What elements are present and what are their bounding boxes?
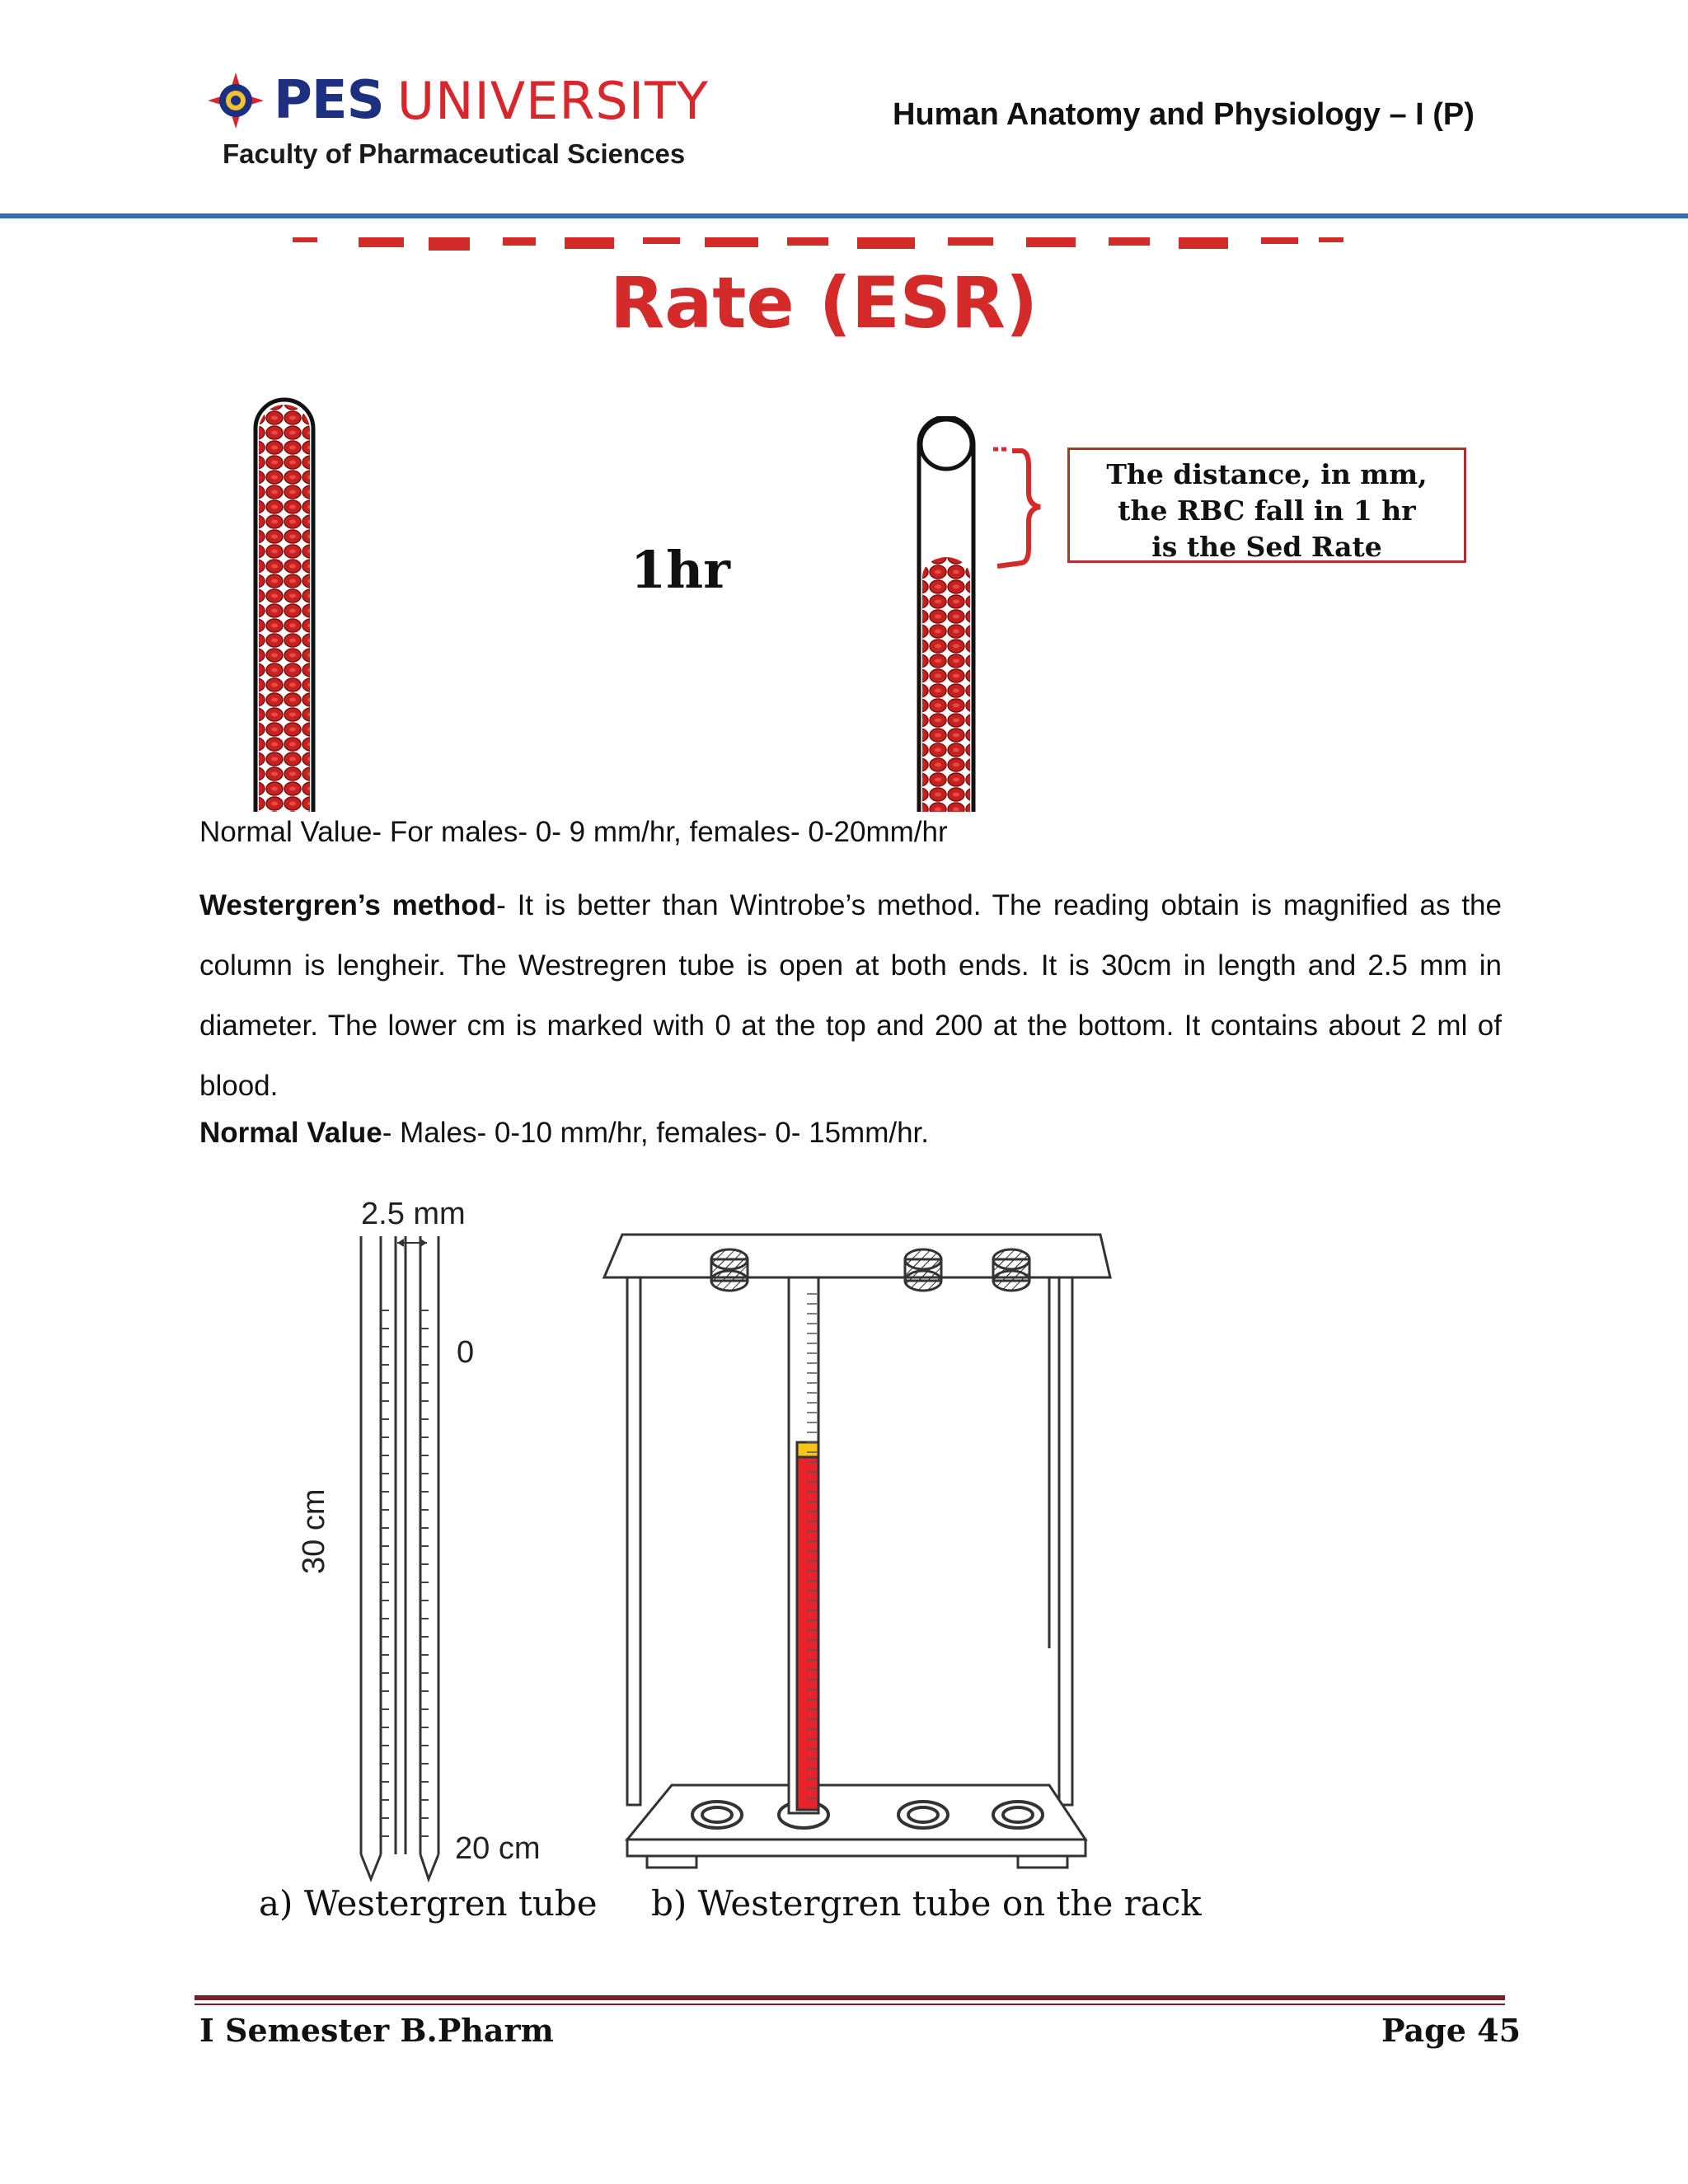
callout-line-3: is the Sed Rate <box>1151 531 1382 563</box>
page-number: Page 45 <box>1381 2012 1522 2049</box>
bracket-icon <box>989 441 1071 581</box>
sed-rate-callout <box>1067 448 1466 563</box>
callout-line-2: the RBC fall in 1 hr <box>1118 494 1416 527</box>
pes-emblem-icon <box>206 71 265 130</box>
westergren-tube-icon <box>346 1236 453 1887</box>
diameter-arrow-icon <box>396 1235 429 1251</box>
tube-before-icon <box>247 396 321 812</box>
tube-after-icon <box>911 416 985 812</box>
footer-divider <box>195 1995 1505 2000</box>
course-title: Human Anatomy and Physiology – I (P) <box>893 97 1475 132</box>
figure-title: Rate (ESR) <box>610 262 1039 344</box>
diameter-label: 2.5 mm <box>361 1197 466 1231</box>
logo-pes-text: PES <box>274 70 384 131</box>
normal-value-wintrobe: Normal Value- For males- 0- 9 mm/hr, females- 0-20mm/hr <box>199 816 948 848</box>
normal-value-westergren-paragraph <box>199 1117 929 1150</box>
caption-b: b) Westergren tube on the rack <box>651 1883 1202 1924</box>
cropped-title-remnant <box>280 237 1434 255</box>
logo-university-text: UNIVERSITY <box>396 70 709 131</box>
footer-divider-thin <box>195 2004 1505 2005</box>
faculty-name: Faculty of Pharmaceutical Sciences <box>223 138 686 169</box>
time-label: 1hr <box>631 540 730 600</box>
normal-value-heading: Normal Value <box>199 1117 382 1149</box>
westergren-text: - It is better than Wintrobe’s method. The reading obtain is magnified as the column is lengheir. The Westregren tube is open at both ends. It is 30cm in length and 2.5 mm in diameter. The lower cm is marked with 0 at the top and 200 at the bottom. It contains about 2 ml of blood. <box>199 889 1502 1102</box>
length-label: 30 cm <box>297 1488 331 1574</box>
westergren-paragraph <box>199 875 1502 1116</box>
callout-line-1: The distance, in mm, <box>1106 458 1428 490</box>
header-divider <box>0 213 1688 218</box>
bottom-mark-label: 20 cm <box>455 1831 541 1866</box>
westergren-rack-icon <box>598 1228 1125 1879</box>
westergren-heading: Westergren’s method <box>199 889 497 921</box>
normal-value-westergren: - Males- 0-10 mm/hr, females- 0- 15mm/hr. <box>382 1117 929 1149</box>
caption-a: a) Westergren tube <box>259 1883 598 1924</box>
university-logo <box>206 68 709 134</box>
zero-mark-label: 0 <box>457 1335 475 1370</box>
footer-semester: I Semester B.Pharm <box>199 2012 554 2049</box>
